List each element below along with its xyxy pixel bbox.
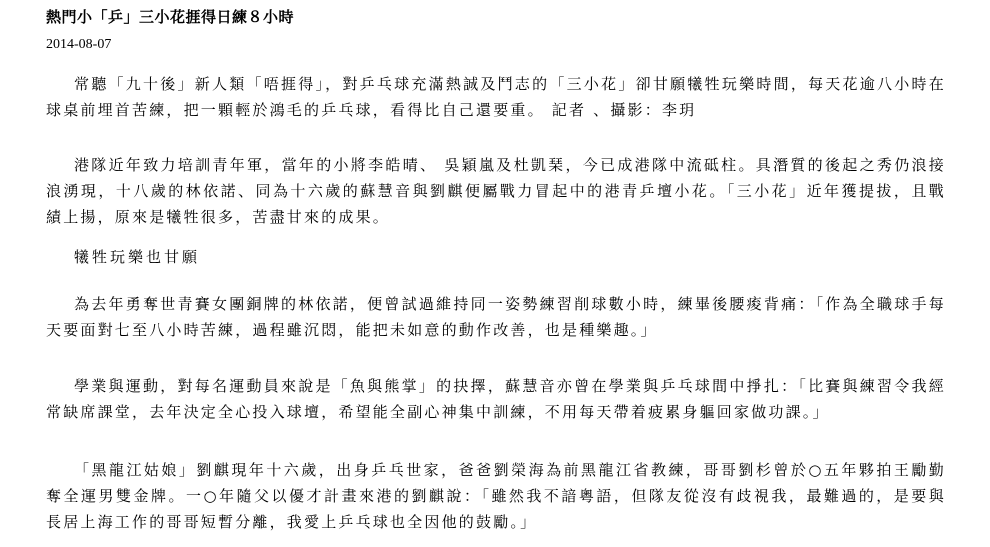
section-subheading: 犧牲玩樂也甘願 <box>74 248 201 266</box>
paragraph-so: 學業與運動，對每名運動員來說是「魚與熊掌」的抉擇，蘇慧音亦曾在學業與乒乓球間中掙扎：「比賽與練習令我經常缺席課堂，去年決定全心投入球壇，希望能全副心神集中訓練，不用每天帶着疲累身軀回家做功課。」 <box>46 377 946 421</box>
paragraph-liu: 「黑龍江姑娘」劉麒現年十六歲，出身乒乓世家，爸爸劉榮海為前黑龍江省教練，哥哥劉杉曾於○五年夥拍王勵勤奪全運男雙金牌。一○年隨父以優才計畫來港的劉麒說：「雖然我不諳粵語，但隊友從沒有歧視我，最難過的，是要與長居上海工作的哥哥短暫分離，我愛上乒乓球也全因他的鼓勵。」 <box>46 461 946 531</box>
paragraph-intro: 常聽「九十後」新人類「唔捱得」，對乒乓球充滿熱誠及鬥志的「三小花」卻甘願犧牲玩樂時間，每天花逾八小時在球桌前埋首苦練，把一顆輕於鴻毛的乒乓球，看得比自己還要重。 記者 、攝影：李玥 <box>46 75 946 119</box>
article-date: 2014-08-07 <box>46 37 112 52</box>
article-title: 熱門小「乒」三小花捱得日練８小時 <box>46 8 295 26</box>
paragraph-background: 港隊近年致力培訓青年軍，當年的小將李皓晴、 吳穎嵐及杜凱琹，今已成港隊中流砥柱。具潛質的後起之秀仍浪接浪湧現，十八歲的林依諾、同為十六歲的蘇慧音與劉麒便屬戰力冒起中的港青乒壇小花。「三小花」近年獲提拔，且戰績上揚，原來是犧牲很多，苦盡甘來的成果。 <box>46 156 946 226</box>
paragraph-lin: 為去年勇奪世青賽女團銅牌的林依諾，便曾試過維持同一姿勢練習削球數小時，練畢後腰痠背痛：「作為全職球手每天要面對七至八小時苦練，過程雖沉悶，能把未如意的動作改善，也是種樂趣。」 <box>46 295 946 339</box>
